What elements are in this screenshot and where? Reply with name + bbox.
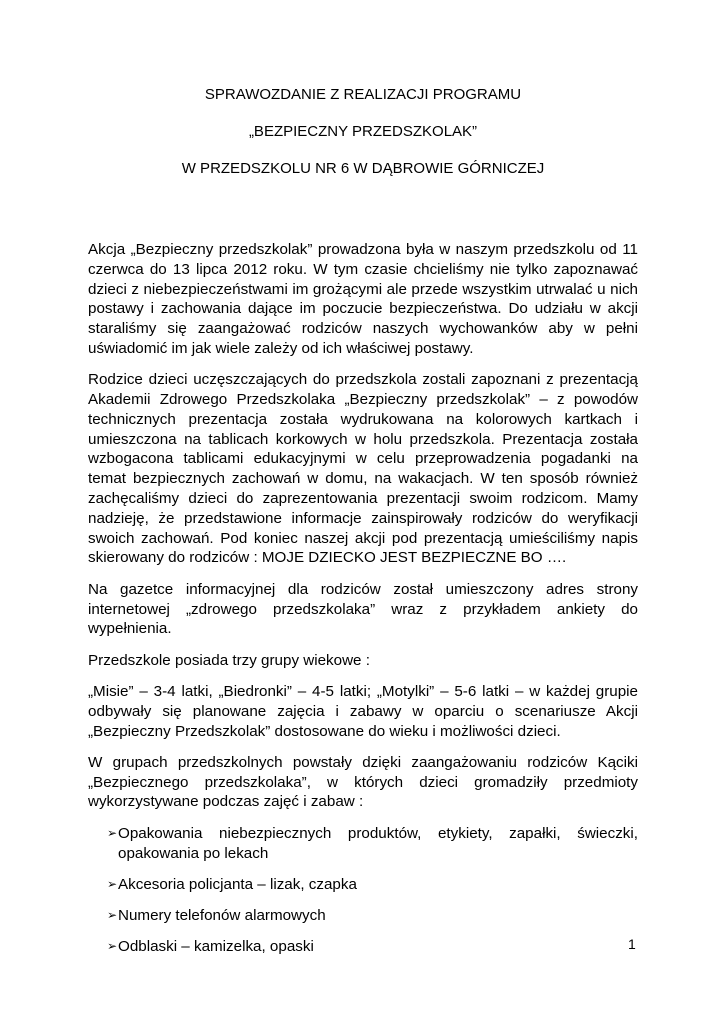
paragraph-parents: Rodzice dzieci uczęszczających do przedszkola zostali zapoznani z prezentacją Akademii Zdrowego Przedszkolaka „Bezpieczny przedszkolak” – z powodów technicznych prezentacja została wydrukowana na kolorowych kartkach i umieszczona na tablicach korkowych w holu przedszkola. Prezentacja została wzbogacona tablicami edukacyjnymi w celu przeprowadzenia pogadanki na temat bezpiecznych zachowań w domu, na wakacjach. W ten sposób również zachęcaliśmy dzieci do zaprezentowania prezentacji swoim rodzicom. Mamy nadzieję, że przedstawione informacje zainspirowały rodziców do weryfikacji swoich zachowań. Pod koniec naszej akcji pod prezentacją umieściliśmy napis skierowany do rodziców : MOJE DZIECKO JEST BEZPIECZNE BO …. <box>88 371 638 567</box>
paragraph-groups: „Misie” – 3-4 latki, „Biedronki” – 4-5 latki; „Motylki” – 5-6 latki – w każdej grupie odbywały się planowane zajęcia i zabawy w oparciu o scenariusze Akcji „Bezpieczny Przedszkolak” dostosowane do wieku i możliwości dzieci. <box>88 682 638 740</box>
title-line-2: „BEZPIECZNY PRZEDSZKOLAK” <box>248 123 478 140</box>
list-item <box>88 824 638 864</box>
paragraph-newsletter: Na gazetce informacyjnej dla rodziców został umieszczony adres strony internetowej „zdrowego przedszkolaka” wraz z przykładem ankiety do wypełnienia. <box>88 580 638 638</box>
document-body <box>88 240 638 969</box>
list-item-text: Akcesoria policjanta – lizak, czapka <box>118 875 357 893</box>
title-line-3: W PRZEDSZKOLU NR 6 W DĄBROWIE GÓRNICZEJ <box>181 160 545 177</box>
arrow-bullet-icon: ➢ <box>107 908 118 923</box>
items-list <box>88 824 638 957</box>
list-item <box>88 906 638 926</box>
title-line-1: SPRAWOZDANIE Z REALIZACJI PROGRAMU <box>204 86 522 103</box>
paragraph-groups-intro: Przedszkole posiada trzy grupy wiekowe : <box>88 651 370 669</box>
list-item <box>88 937 638 957</box>
paragraph-corners: W grupach przedszkolnych powstały dzięki zaangażowaniu rodziców Kąciki „Bezpiecznego przedszkolaka”, w których dzieci gromadziły przedmioty wykorzystywane podczas zajęć i zabaw : <box>88 753 638 811</box>
paragraph-intro: Akcja „Bezpieczny przedszkolak” prowadzona była w naszym przedszkolu od 11 czerwca do 13 lipca 2012 roku. W tym czasie chcieliśmy nie tylko zapoznawać dzieci z niebezpieczeństwami im grożącymi ale przede wszystkim utrwalać u nich postawy i zachowania dające im poczucie bezpieczeństwa. Do udziału w akcji staraliśmy się zaangażować rodziców naszych wychowanków aby w pełni uświadomić im jak wiele zależy od ich właściwej postawy. <box>88 241 638 357</box>
document-title <box>88 86 638 197</box>
arrow-bullet-icon: ➢ <box>107 825 118 840</box>
page-number: 1 <box>628 936 636 952</box>
list-item <box>88 875 638 895</box>
list-item-text: Opakowania niebezpiecznych produktów, etykiety, zapałki, świeczki, opakowania po lekach <box>118 824 638 862</box>
list-item-text: Numery telefonów alarmowych <box>118 907 326 925</box>
arrow-bullet-icon: ➢ <box>107 939 118 954</box>
list-item-text: Odblaski – kamizelka, opaski <box>118 938 314 956</box>
arrow-bullet-icon: ➢ <box>107 876 118 891</box>
